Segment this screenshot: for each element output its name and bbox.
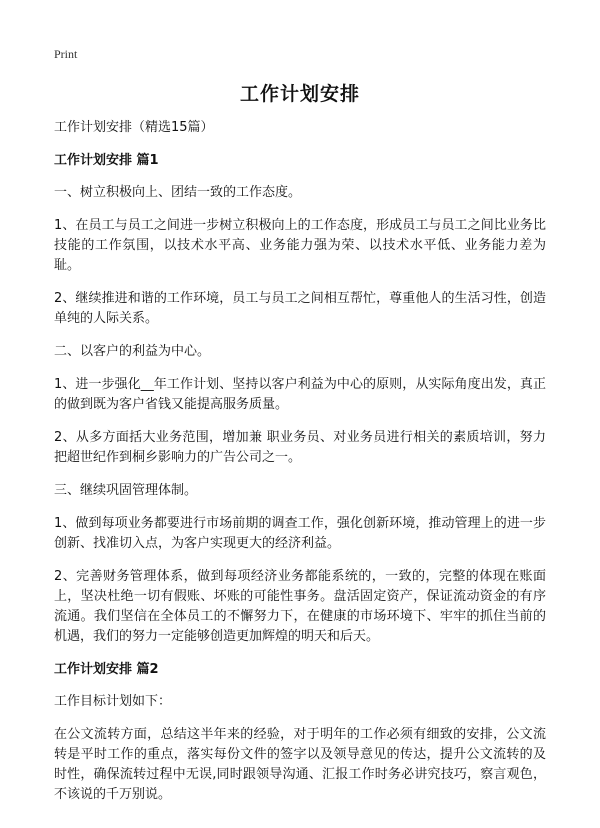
section-paragraph: 工作目标计划如下： — [54, 694, 172, 709]
document-title: 工作计划安排 — [239, 83, 360, 105]
section-heading: 工作计划安排 篇2 — [54, 662, 159, 677]
section-paragraph: 1、在员工与员工之间进一步树立积极向上的工作态度，形成员工与员工之间比业务比技能的工作氛围，以技术水平高、业务能力强为荣、以技术水平低、业务能力差为耻。 — [54, 218, 546, 273]
print-label[interactable]: Print — [54, 47, 78, 61]
document-body — [54, 118, 546, 805]
section-paragraph: 1、做到每项业务都要进行市场前期的调查工作，强化创新环境，推动管理上的进一步创新、找准切入点，为客户实现更大的经济利益。 — [54, 516, 546, 551]
section-paragraph: 2、完善财务管理体系，做到每项经济业务都能系统的，一致的，完整的体现在账面上，坚决杜绝一切有假账、坏账的可能性事务。盘活固定资产，保证流动资金的有序流通。我们坚信在全体员工的不懈努力下，在健康的市场环境下、牢牢的抓住当前的机遇，我们的努力一定能够创造更加辉煌的明天和后天。 — [54, 569, 546, 644]
section-paragraph: 一、树立积极向上、团结一致的工作态度。 — [54, 185, 302, 200]
section-paragraph: 1、进一步强化__年工作计划、坚持以客户利益为中心的原则，从实际角度出发，真正的做到既为客户省钱又能提高服务质量。 — [54, 377, 546, 412]
section-heading: 工作计划安排 篇1 — [54, 153, 159, 168]
section-paragraph: 2、继续推进和谐的工作环境，员工与员工之间相互帮忙，尊重他人的生活习性，创造单纯的人际关系。 — [54, 291, 546, 326]
section-paragraph: 在公文流转方面，总结这半年来的经验，对于明年的工作必须有细致的安排，公文流转是平时工作的重点，落实每份文件的签字以及领导意见的传达，提升公文流转的及时性，确保流转过程中无误,同时跟领导沟通、汇报工作时务必讲究技巧，察言观色，不该说的千万别说。 — [54, 727, 546, 802]
section-paragraph: 2、从多方面括大业务范围，增加兼 职业务员、对业务员进行相关的素质培训，努力把超世纪作到桐乡影响力的广告公司之一。 — [54, 430, 546, 465]
document-subtitle: 工作计划安排（精选15篇） — [54, 120, 214, 135]
section-paragraph: 三、继续巩固管理体制。 — [54, 483, 198, 498]
section-paragraph: 二、以客户的利益为中心。 — [54, 344, 211, 359]
